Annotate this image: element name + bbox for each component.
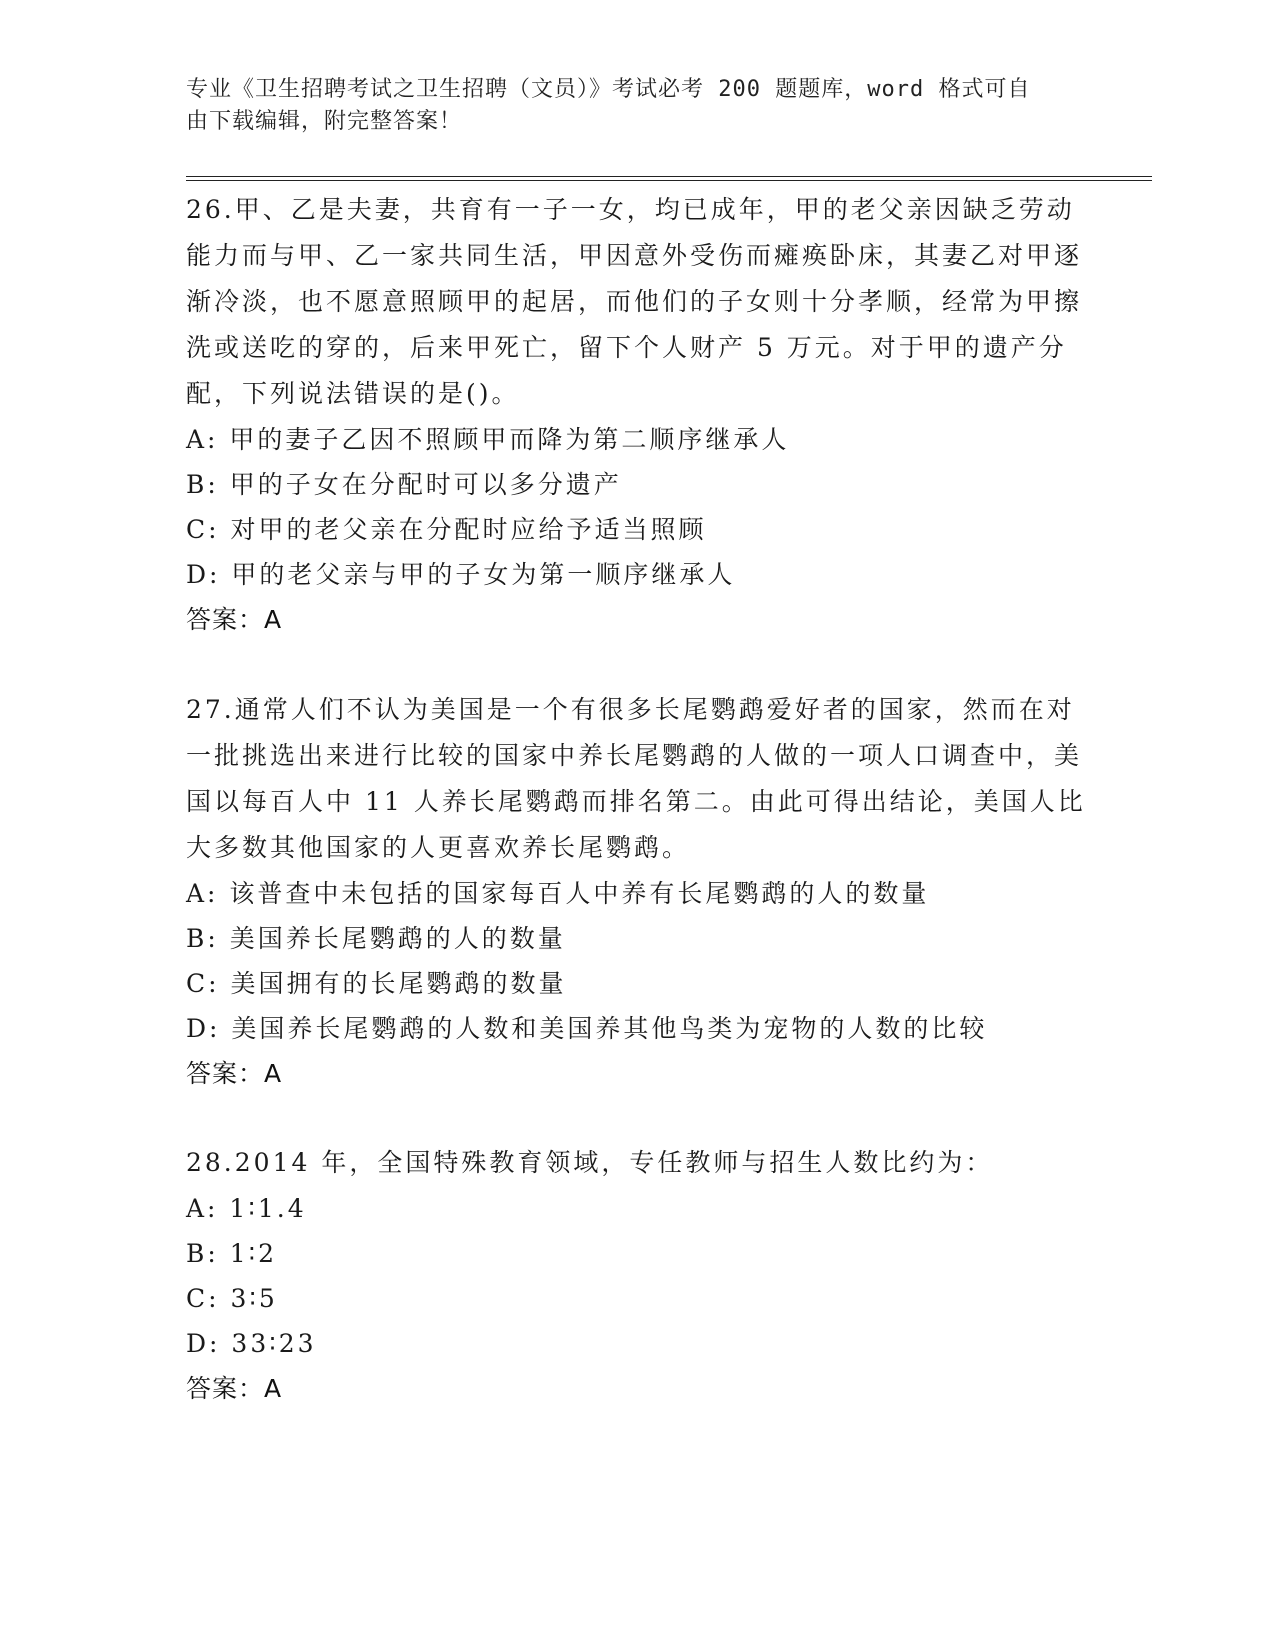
answer-label: 答案：A: [186, 1059, 283, 1088]
question-26: [186, 187, 1086, 642]
header-divider: [186, 176, 1152, 181]
header-line-1: 专业《卫生招聘考试之卫生招聘（文员）》考试必考 200 题题库，word 格式可自: [186, 77, 1031, 102]
answer-label: 答案：A: [186, 605, 283, 634]
option-c: C: 3∶5: [186, 1284, 278, 1313]
header-line-2: 由下载编辑，附完整答案！: [186, 109, 463, 134]
question-27: [186, 687, 1086, 1096]
option-d: D: 33∶23: [186, 1329, 317, 1358]
question-stem: 27.通常人们不认为美国是一个有很多长尾鹦鹉爱好者的国家，然而在对一批挑选出来进行比较的国家中养长尾鹦鹉的人做的一项人口调查中，美国以每百人中 11 人养长尾鹦鹉而排名第二。由此可得出结论，美国人比大多数其他国家的人更喜欢养长尾鹦鹉。: [186, 695, 1086, 862]
option-c: C: 美国拥有的长尾鹦鹉的数量: [186, 969, 567, 998]
option-b: B: 美国养长尾鹦鹉的人的数量: [186, 924, 566, 953]
option-d: D: 美国养长尾鹦鹉的人数和美国养其他鸟类为宠物的人数的比较: [186, 1014, 988, 1043]
question-stem: 28.2014 年，全国特殊教育领域，专任教师与招生人数比约为：: [186, 1148, 994, 1177]
option-a: A: 1∶1.4: [186, 1194, 307, 1223]
question-stem: 26.甲、乙是夫妻，共育有一子一女，均已成年，甲的老父亲因缺乏劳动能力而与甲、乙一家共同生活，甲因意外受伤而瘫痪卧床，其妻乙对甲逐渐冷淡，也不愿意照顾甲的起居，而他们的子女则十分孝顺，经常为甲擦洗或送吃的穿的，后来甲死亡，留下个人财产 5 万元。对于甲的遗产分配，下列说法错误的是()。: [186, 195, 1083, 408]
option-d: D: 甲的老父亲与甲的子女为第一顺序继承人: [186, 560, 736, 589]
page-header: [186, 74, 1066, 138]
answer-label: 答案：A: [186, 1374, 283, 1403]
option-a: A: 该普查中未包括的国家每百人中养有长尾鹦鹉的人的数量: [186, 879, 930, 908]
question-28: [186, 1140, 1086, 1411]
option-b: B: 甲的子女在分配时可以多分遗产: [186, 470, 622, 499]
option-c: C: 对甲的老父亲在分配时应给予适当照顾: [186, 515, 707, 544]
option-b: B: 1∶2: [186, 1239, 278, 1268]
option-a: A: 甲的妻子乙因不照顾甲而降为第二顺序继承人: [186, 425, 790, 454]
